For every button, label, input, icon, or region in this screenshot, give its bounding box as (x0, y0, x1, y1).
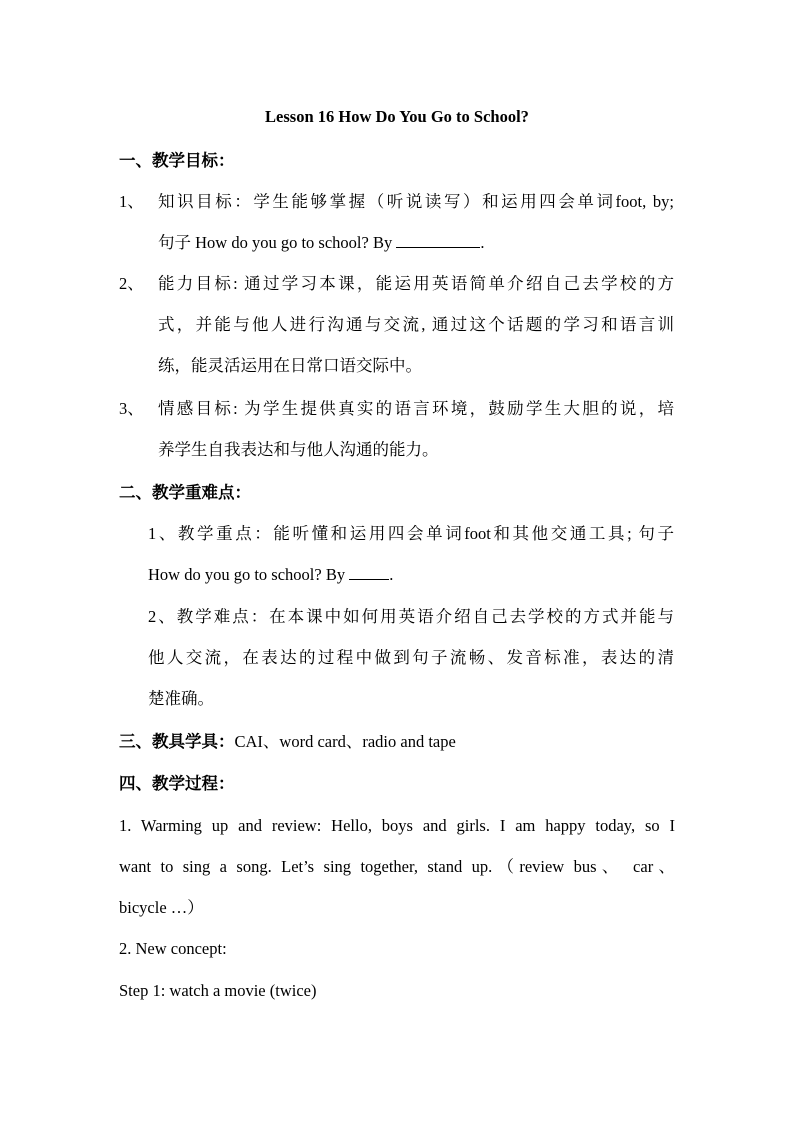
objective-knowledge-sentence: 句子 How do you go to school? By (158, 233, 397, 252)
warmup-line3: bicycle …） (119, 898, 204, 917)
difficult-point-line3: 楚准确。 (148, 689, 214, 708)
objective-knowledge-line2 (158, 232, 484, 254)
objective-ability-line2: 式，并能与他人进行沟通与交流, 通过这个话题的学习和语言训 (158, 315, 674, 334)
objective-emotion-line2: 养学生自我表达和与他人沟通的能力。 (158, 440, 439, 459)
fill-blank (396, 232, 480, 248)
section-heading-teaching-aids: 三、教具学具： (119, 732, 235, 751)
objective-knowledge-line1: 知识目标：学生能够掌握（听说读写）和运用四会单词foot, by; (158, 192, 674, 211)
section-heading-procedure: 四、教学过程： (119, 774, 235, 793)
step-1: Step 1: watch a movie (twice) (119, 981, 317, 1000)
warmup-line2: want to sing a song. Let’s sing together, stand up.（review bus、 car、 (119, 857, 675, 876)
period: . (389, 565, 394, 584)
section-heading-objectives: 一、教学目标： (119, 151, 235, 170)
objective-ability-line3: 练，能灵活运用在日常口语交际中。 (158, 356, 422, 375)
item-number: 2、 (119, 274, 144, 293)
item-number: 3、 (119, 399, 144, 418)
key-point-sentence: How do you go to school? By (148, 565, 350, 584)
teaching-aids-list: CAI、word card、radio and tape (234, 732, 456, 751)
section-heading-key-points: 二、教学重难点： (119, 483, 251, 502)
difficult-point-line1: 2、教学难点：在本课中如何用英语介绍自己去学校的方式并能与 (148, 607, 674, 626)
key-point-line1: 1、教学重点：能听懂和运用四会单词foot和其他交通工具; 句子 (148, 524, 674, 543)
period: . (480, 233, 485, 252)
new-concept: 2. New concept: (119, 939, 227, 958)
difficult-point-line2: 他人交流，在表达的过程中做到句子流畅、发音标准，表达的清 (148, 648, 674, 667)
fill-blank (349, 564, 389, 580)
key-point-line2 (148, 564, 393, 586)
objective-emotion-line1: 情感目标: 为学生提供真实的语言环境，鼓励学生大胆的说，培 (158, 399, 674, 418)
item-number: 1、 (119, 192, 144, 211)
section-teaching-aids (119, 731, 456, 753)
warmup-line1: 1. Warming up and review: Hello, boys and girls. I am happy today, so I (119, 816, 675, 835)
document-title: Lesson 16 How Do You Go to School? (265, 107, 529, 126)
objective-ability-line1: 能力目标: 通过学习本课，能运用英语简单介绍自己去学校的方 (158, 274, 674, 293)
